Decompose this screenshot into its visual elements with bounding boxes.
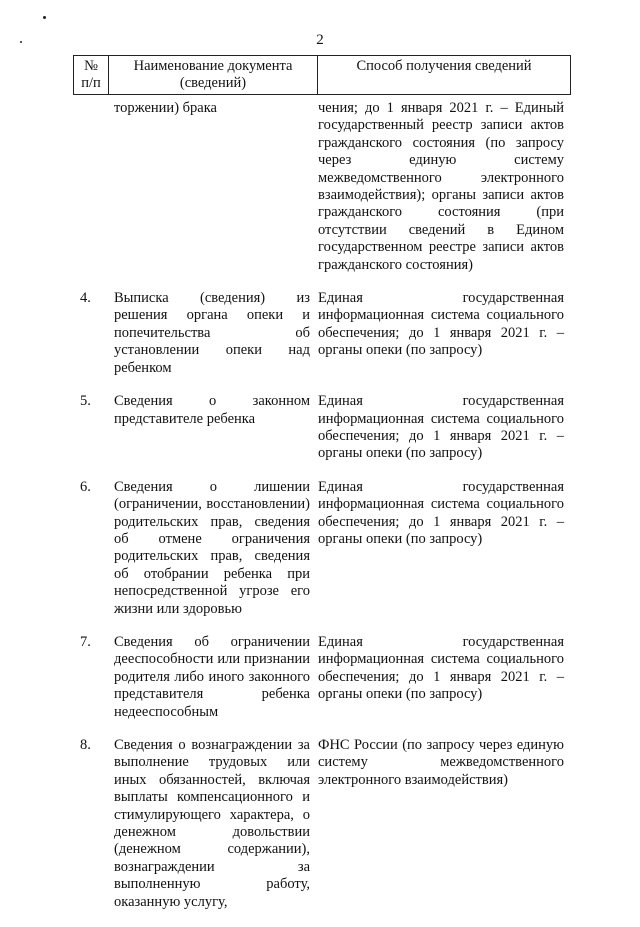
document-name: Выписка (сведения) из решения органа опеки и попечительства об установлении опеки над ребенком — [114, 290, 310, 376]
table-row — [74, 634, 568, 721]
retrieval-method: Единая государственная информационная система социального обеспечения; до 1 января 2021 г. – органы опеки (по запросу) — [318, 290, 564, 359]
row-number — [74, 100, 114, 274]
scan-speck — [43, 16, 46, 19]
retrieval-method: Единая государственная информационная система социального обеспечения; до 1 января 2021 г. – органы опеки (по запросу) — [318, 478, 564, 547]
retrieval-method: Единая государственная информационная система социального обеспечения; до 1 января 2021 г. – органы опеки (по запросу) — [318, 393, 564, 462]
row-number: 7. — [80, 633, 91, 650]
row-number: 5. — [80, 393, 91, 410]
row-number: 4. — [80, 290, 91, 307]
table-body — [74, 100, 568, 927]
header-number-column — [74, 56, 109, 95]
row-number: 8. — [80, 737, 91, 753]
table-row — [74, 100, 568, 274]
retrieval-method: чения; до 1 января 2021 г. – Единый государственный реестр записи актов гражданского состояния (по запросу через единую систему межведомственного электронного взаимодействия); органы записи актов гражданского состояния (при отсутствии сведений в Едином государственном реестре записи актов гражданского состояния) — [318, 100, 564, 273]
header-number-label: № п/п — [81, 58, 101, 91]
document-name: торжении) брака — [114, 100, 217, 116]
table-row — [74, 737, 568, 911]
retrieval-method: Единая государственная информационная система социального обеспечения; до 1 января 2021 г. – органы опеки (по запросу) — [318, 633, 564, 703]
header-method-label: Способ получения сведений — [356, 58, 532, 74]
header-method-column — [318, 56, 571, 95]
table-header — [73, 55, 571, 95]
document-name: Сведения о лишении (ограничении, восстановлении) родительских прав, сведения об отмене ограничения родительских прав, сведения об отобрании ребенка при непосредственной угрозе его жизни или здоровью — [114, 478, 310, 617]
header-name-column — [109, 56, 318, 95]
document-name: Сведения о вознаграждении за выполнение трудовых или иных обязанностей, включая выплаты компенсационного и стимулирующего характера, о денежном довольствии (денежном содержании), вознаграждении за выполненную работу, оказанную услугу, — [114, 737, 310, 910]
table-row — [74, 393, 568, 463]
page-number: 2 — [316, 32, 324, 48]
document-name: Сведения о законном представителе ребенка — [114, 393, 310, 427]
row-number: 6. — [80, 478, 91, 495]
document-name: Сведения об ограничении дееспособности или признании родителя либо иного законного представителя ребенка недееспособным — [114, 633, 310, 720]
table-row — [74, 479, 568, 618]
header-name-label: Наименование документа (сведений) — [133, 58, 293, 91]
table-row — [74, 290, 568, 377]
retrieval-method: ФНС России (по запросу через единую систему межведомственного электронного взаимодействия) — [318, 737, 564, 788]
